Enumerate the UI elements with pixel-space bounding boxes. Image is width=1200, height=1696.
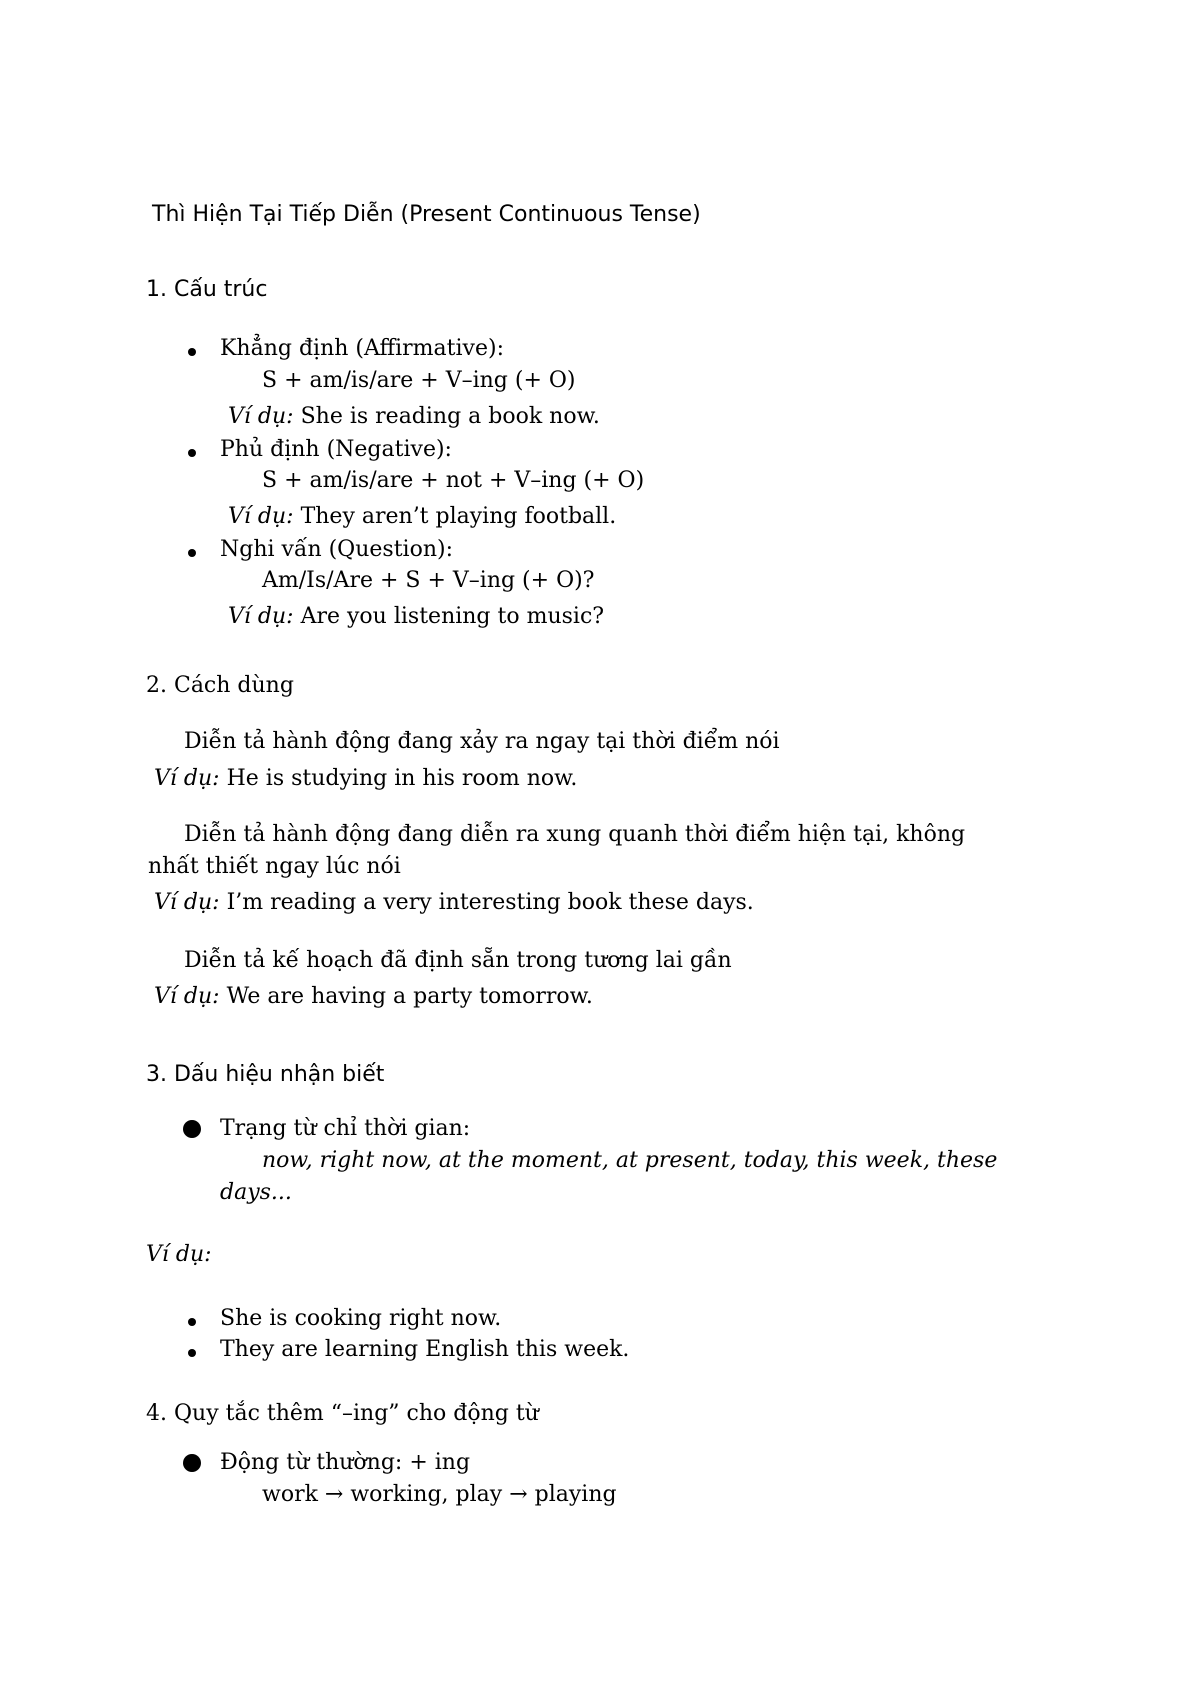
bullet-icon (188, 449, 196, 457)
section-4-heading: 4. Quy tắc thêm “–ing” cho động từ (146, 1401, 539, 1426)
bullet-icon (183, 1120, 201, 1138)
document-title: Thì Hiện Tại Tiếp Diễn (Present Continuous Tense) (152, 202, 701, 227)
use-1-example: Ví dụ: He is studying in his room now. (154, 766, 578, 791)
negative-label: Phủ định (Negative): (220, 437, 452, 462)
adverb-list: now, right now, at the moment, at present, today, this week, these (262, 1148, 998, 1173)
bullet-icon (188, 1318, 196, 1326)
adverb-list-cont: days... (220, 1180, 292, 1205)
question-example: Ví dụ: Are you listening to music? (228, 604, 605, 629)
bullet-icon (188, 348, 196, 356)
adverb-label: Trạng từ chỉ thời gian: (220, 1116, 471, 1141)
section-3-heading: 3. Dấu hiệu nhận biết (146, 1062, 385, 1087)
rule-example: work → working, play → playing (262, 1482, 617, 1507)
question-label: Nghi vấn (Question): (220, 537, 453, 562)
bullet-icon (188, 1349, 196, 1357)
affirmative-example: Ví dụ: She is reading a book now. (228, 404, 600, 429)
use-3-text: Diễn tả kế hoạch đã định sẵn trong tương lai gần (184, 948, 732, 973)
section-1-heading: 1. Cấu trúc (146, 277, 268, 302)
use-1-text: Diễn tả hành động đang xảy ra ngay tại thời điểm nói (184, 729, 780, 754)
bullet-icon (183, 1454, 201, 1472)
negative-formula: S + am/is/are + not + V–ing (+ O) (262, 468, 645, 493)
use-2-example: Ví dụ: I’m reading a very interesting book these days. (154, 890, 754, 915)
affirmative-label: Khẳng định (Affirmative): (220, 336, 504, 361)
example-item: She is cooking right now. (220, 1306, 502, 1331)
question-formula: Am/Is/Are + S + V–ing (+ O)? (262, 568, 595, 593)
use-2-text-cont: nhất thiết ngay lúc nói (148, 854, 401, 879)
negative-example: Ví dụ: They aren’t playing football. (228, 504, 617, 529)
bullet-icon (188, 549, 196, 557)
section-2-heading: 2. Cách dùng (146, 673, 294, 698)
example-item: They are learning English this week. (220, 1337, 630, 1362)
use-3-example: Ví dụ: We are having a party tomorrow. (154, 984, 593, 1009)
use-2-text: Diễn tả hành động đang diễn ra xung quanh thời điểm hiện tại, không (184, 822, 966, 847)
section-3-example-label: Ví dụ: (146, 1242, 212, 1267)
affirmative-formula: S + am/is/are + V–ing (+ O) (262, 368, 576, 393)
rule-label: Động từ thường: + ing (220, 1450, 471, 1475)
